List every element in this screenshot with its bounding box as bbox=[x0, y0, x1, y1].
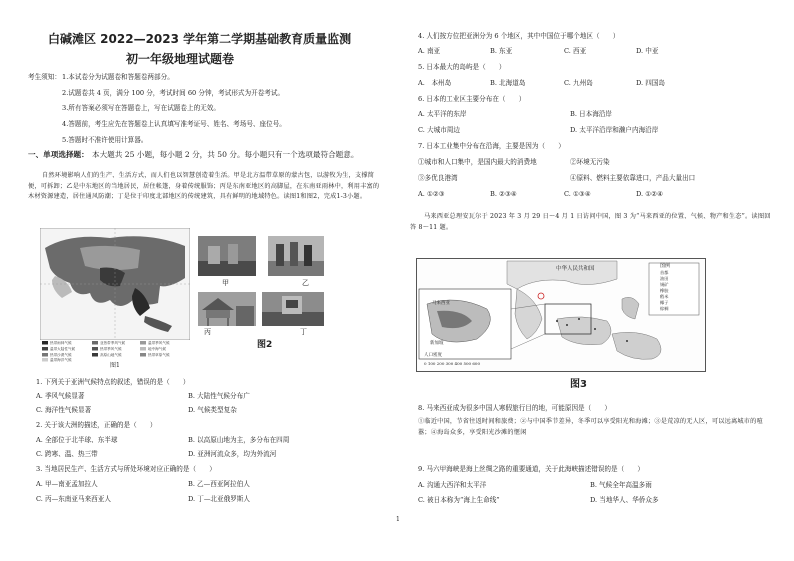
option: B. 东亚 bbox=[490, 47, 513, 55]
legend-item: 首都 bbox=[660, 270, 669, 275]
legend-item: 稻米 bbox=[660, 294, 669, 299]
photo-label: 甲 bbox=[222, 279, 229, 287]
question: 7. 日本工业集中分布在沿海，主要是因为（ ） bbox=[418, 142, 565, 150]
option: B. 日本海沿岸 bbox=[570, 110, 613, 118]
legend-label: 热带季风气候 bbox=[100, 347, 122, 351]
option: ④原料、燃料主要依靠进口，产品大量出口 bbox=[570, 174, 696, 182]
passage-1: 自然环境影响人们的生产、生活方式，而人们也以智慧创造着生活。甲是北方温带草原的蒙古包，以游牧为生，支撑简便，可拆卸；乙是中东地区的当地居民，居住帐篷，身着传统服饰；丙是东南亚地区的高脚屋，在东南亚雨林中，利用丰富的木材资源建造，居住通风防潮；丁是位于印度北部地区的传统建筑，具有鲜明的地域特色。读图1和图2，完成1-3小题。 bbox=[28, 172, 380, 200]
option: B. ②③④ bbox=[490, 190, 517, 198]
note-item: 1.本试卷分为试题卷和答题卷两部分。 bbox=[62, 73, 174, 81]
note-item: 4.答题前，考生应先在答题卷上认真填写准考证号、姓名、考场号、座位号。 bbox=[62, 120, 286, 128]
fig1-caption: 图1 bbox=[110, 362, 120, 369]
exam-subtitle: 初一年级地理试题卷 bbox=[126, 52, 235, 66]
legend-label: 亚热带季风气候 bbox=[100, 341, 126, 345]
option: A. 南亚 bbox=[418, 47, 441, 55]
option: C. 跨寒、温、热三带 bbox=[36, 450, 98, 458]
option: D. 亚洲河流众多，均为外流河 bbox=[188, 450, 277, 458]
option: C. 丙—东南亚马来西亚人 bbox=[36, 495, 111, 503]
option: B. 以高原山地为主，多分布在四周 bbox=[188, 436, 290, 444]
option: D. 中亚 bbox=[636, 47, 659, 55]
option: ③多优良港湾 bbox=[418, 174, 458, 182]
question: 6. 日本的工业区主要分布在（ ） bbox=[418, 95, 526, 103]
legend-label: 温带大陆性气候 bbox=[50, 347, 76, 351]
option: A. 全部位于北半球、东半球 bbox=[36, 436, 118, 444]
legend-label: 高原山地气候 bbox=[100, 353, 122, 357]
photo-label: 丙 bbox=[204, 328, 211, 336]
question: 3. 当地居民生产、生活方式与所处环境对应正确的是（ ） bbox=[36, 465, 216, 473]
question: 4. 人们按方位把亚洲分为 6 个地区，其中中国位于哪个地区（ ） bbox=[418, 32, 620, 40]
legend-item: 棕榈 bbox=[660, 306, 669, 311]
option: C. 大城市周边 bbox=[418, 126, 460, 134]
legend-item: 锡矿 bbox=[660, 282, 669, 287]
question: 5. 日本最大的岛屿是（ ） bbox=[418, 63, 506, 71]
option: C. 九州岛 bbox=[564, 79, 593, 87]
map-legend bbox=[40, 340, 190, 362]
fig3-caption: 图3 bbox=[570, 379, 587, 390]
option: ①临近中国，节省往返时间和旅费；②与中国季节差异，冬季可以享受阳光和海滩；③是荒凉的无人区，可以远离城市的喧嚣；④海岛众多，享受阳光沙滩的惬闲 bbox=[418, 418, 763, 436]
option: D. ①②④ bbox=[636, 190, 663, 198]
section-heading: 一、单项选择题： bbox=[28, 150, 89, 159]
map-place-label: 新加坡 bbox=[430, 341, 444, 346]
legend-label: 热带沙漠气候 bbox=[50, 353, 72, 357]
legend-label: 温带季风气候 bbox=[148, 341, 170, 345]
question: 8. 马来西亚成为很多中国人寒假旅行目的地，可能原因是（ ） bbox=[418, 404, 612, 412]
passage-2: 马来西亚总理安瓦尔于 2023 年 3 月 29 日～4 月 1 日访问中国，图 3 为“马来西亚的位置、气候、物产和生态”。读图回答 8～11 题。 bbox=[410, 213, 771, 231]
photo-bing bbox=[198, 292, 256, 326]
question: 1. 下列关于亚洲气候特点的叙述，错误的是（ ） bbox=[36, 378, 190, 386]
option: D. 气候类型复杂 bbox=[188, 406, 237, 414]
option: C. 被日本称为“海上生命线” bbox=[418, 496, 500, 504]
option: D. 太平洋沿岸和濑户内海沿岸 bbox=[570, 126, 659, 134]
option: C. 西亚 bbox=[564, 47, 587, 55]
option: ②环境无污染 bbox=[570, 158, 610, 166]
option: D. 四国岛 bbox=[636, 79, 666, 87]
legend-title: 图例 bbox=[660, 263, 671, 269]
legend-label: 热带草原气候 bbox=[148, 353, 170, 357]
note-item: 2.试题卷共 4 页，满分 100 分，考试时间 60 分钟，考试形式为开卷考试。 bbox=[62, 89, 285, 97]
notes-label: 考生须知： bbox=[28, 73, 61, 81]
option: D. 丁—北亚俄罗斯人 bbox=[188, 495, 250, 503]
fig2-caption: 图2 bbox=[257, 340, 273, 350]
page-number: 1 bbox=[396, 516, 400, 523]
map-country-label: 中华人民共和国 bbox=[556, 266, 595, 272]
option: B. 气候全年高温多雨 bbox=[590, 481, 652, 489]
note-item: 3.所有答案必须写在答题卷上，写在试题卷上的无效。 bbox=[62, 104, 220, 112]
photo-ding bbox=[262, 292, 324, 326]
option: A. 沟通大西洋和太平洋 bbox=[418, 481, 487, 489]
option: A. 甲—南亚孟加拉人 bbox=[36, 480, 98, 488]
option: B. 乙—西亚阿拉伯人 bbox=[188, 480, 250, 488]
photo-label: 丁 bbox=[300, 328, 307, 336]
legend-item: 橡胶 bbox=[660, 288, 669, 293]
question: 9. 马六甲海峡是海上丝绸之路的重要通道，关于此海峡描述错误的是（ ） bbox=[418, 465, 644, 473]
map-place-label: 马来西亚 bbox=[432, 301, 450, 306]
section-desc: 本大题共 25 小题，每小题 2 分，共 50 分。每小题只有一个选项最符合题意。 bbox=[92, 150, 359, 159]
legend-label: 温带海洋气候 bbox=[50, 358, 72, 362]
option: ①城市和人口集中，是国内最大的消费地 bbox=[418, 158, 537, 166]
option: B. 大陆性气候分布广 bbox=[188, 392, 250, 400]
photo-label: 乙 bbox=[302, 279, 309, 287]
photo-yi bbox=[268, 236, 324, 276]
option: C. ①③④ bbox=[564, 190, 591, 198]
option: A. 本州岛 bbox=[418, 79, 452, 87]
scale-ticks: 0 100 200 300 400 500 600 bbox=[424, 361, 480, 366]
question: 2. 关于该大洲的描述，正确的是（ ） bbox=[36, 421, 157, 429]
option: B. 北海道岛 bbox=[490, 79, 526, 87]
option: A. ①②③ bbox=[418, 190, 445, 198]
scale-label: 人口密度 bbox=[424, 353, 442, 358]
legend-label: 热带雨林气候 bbox=[50, 341, 72, 345]
option: D. 当地华人、华侨众多 bbox=[590, 496, 659, 504]
option: A. 太平洋的东岸 bbox=[418, 110, 467, 118]
note-item: 5.答题时不准许使用计算器。 bbox=[62, 136, 148, 144]
legend-label: 地中海气候 bbox=[148, 347, 166, 351]
asia-climate-map bbox=[40, 228, 190, 340]
option: C. 海洋性气候显著 bbox=[36, 406, 92, 414]
option: A. 季风气候显著 bbox=[36, 392, 85, 400]
exam-title: 白碱滩区 2022—2023 学年第二学期基础教育质量监测 bbox=[48, 32, 352, 46]
legend-item: 椰子 bbox=[660, 300, 669, 305]
photo-jia bbox=[198, 236, 256, 276]
legend-item: 油田 bbox=[660, 276, 669, 281]
